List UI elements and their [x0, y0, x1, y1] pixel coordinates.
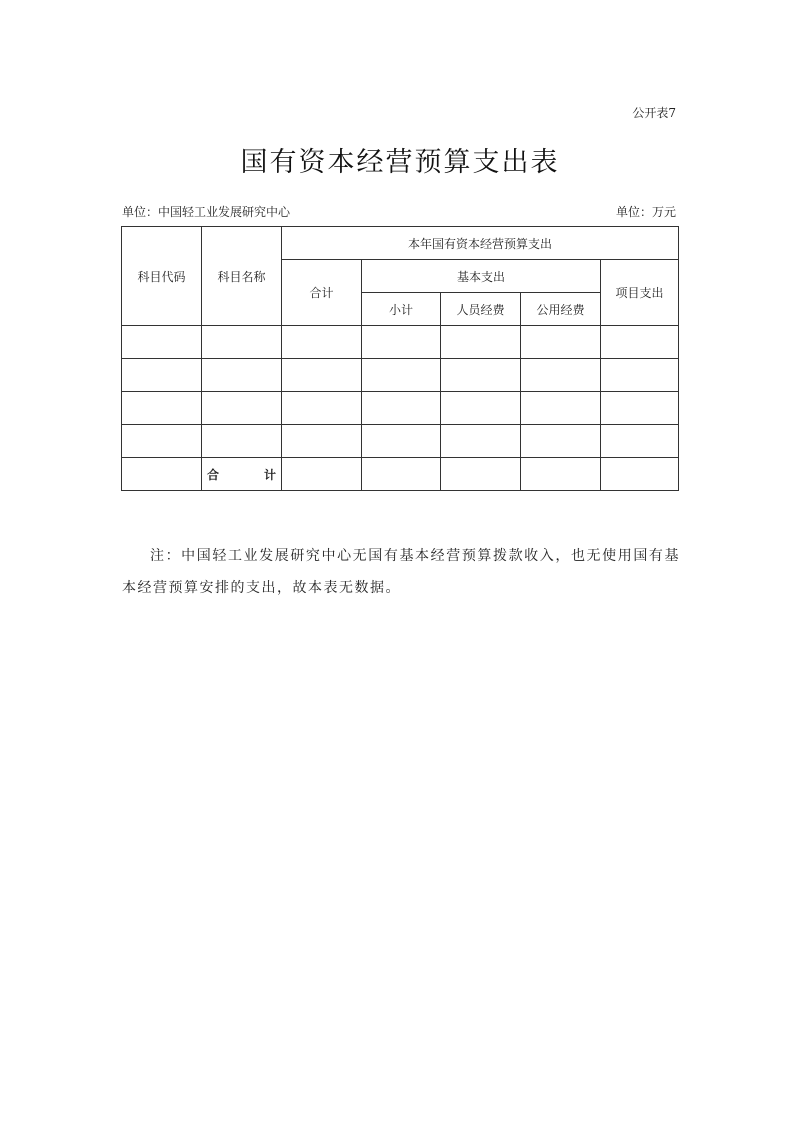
table-cell [202, 392, 282, 425]
table-cell [362, 392, 441, 425]
table-cell [521, 425, 601, 458]
table-cell [521, 458, 601, 491]
table-cell [521, 392, 601, 425]
table-row [122, 359, 679, 392]
total-label-left: 合 [207, 467, 220, 482]
total-row [122, 458, 679, 491]
table-row [122, 392, 679, 425]
table-cell [202, 326, 282, 359]
table-cell [282, 392, 362, 425]
table-cell [441, 326, 521, 359]
header-subject-name: 科目名称 [202, 227, 282, 326]
table-cell [601, 458, 679, 491]
table-cell [441, 425, 521, 458]
table-cell [282, 425, 362, 458]
table-cell [282, 458, 362, 491]
table-cell [122, 458, 202, 491]
header-basic-expenditure: 基本支出 [362, 260, 601, 293]
table-cell [282, 326, 362, 359]
table-cell [441, 458, 521, 491]
header-public-expense: 公用经费 [521, 293, 601, 326]
table-row [122, 425, 679, 458]
header-subject-code: 科目代码 [122, 227, 202, 326]
table-cell [122, 359, 202, 392]
table-cell [601, 425, 679, 458]
note-paragraph: 注：中国轻工业发展研究中心无国有基本经营预算拨款收入，也无使用国有基本经营预算安排的支出，故本表无数据。 [122, 548, 680, 596]
table-number: 公开表7 [632, 106, 676, 120]
header-project-expenditure: 项目支出 [601, 260, 679, 326]
table-cell [601, 392, 679, 425]
table-cell [362, 326, 441, 359]
table-cell [521, 326, 601, 359]
table-cell [441, 392, 521, 425]
page-title: 国有资本经营预算支出表 [240, 147, 560, 178]
table-cell [601, 326, 679, 359]
table-cell [202, 425, 282, 458]
unit-currency: 单位：万元 [615, 205, 676, 219]
table-cell [122, 392, 202, 425]
table-cell [601, 359, 679, 392]
table-cell [122, 425, 202, 458]
budget-table [121, 226, 679, 491]
header-total: 合计 [282, 260, 362, 326]
table-cell [202, 359, 282, 392]
unit-organization: 单位：中国轻工业发展研究中心 [122, 205, 291, 219]
table-cell [282, 359, 362, 392]
table-cell [122, 326, 202, 359]
table-row [122, 326, 679, 359]
table-cell [362, 359, 441, 392]
table-cell [362, 458, 441, 491]
table-cell [521, 359, 601, 392]
header-personnel-expense: 人员经费 [441, 293, 521, 326]
table-cell [362, 425, 441, 458]
header-current-year-expenditure: 本年国有资本经营预算支出 [282, 227, 679, 260]
header-subtotal: 小计 [362, 293, 441, 326]
table-cell [441, 359, 521, 392]
total-label [202, 458, 282, 491]
total-label-right: 计 [263, 467, 276, 482]
